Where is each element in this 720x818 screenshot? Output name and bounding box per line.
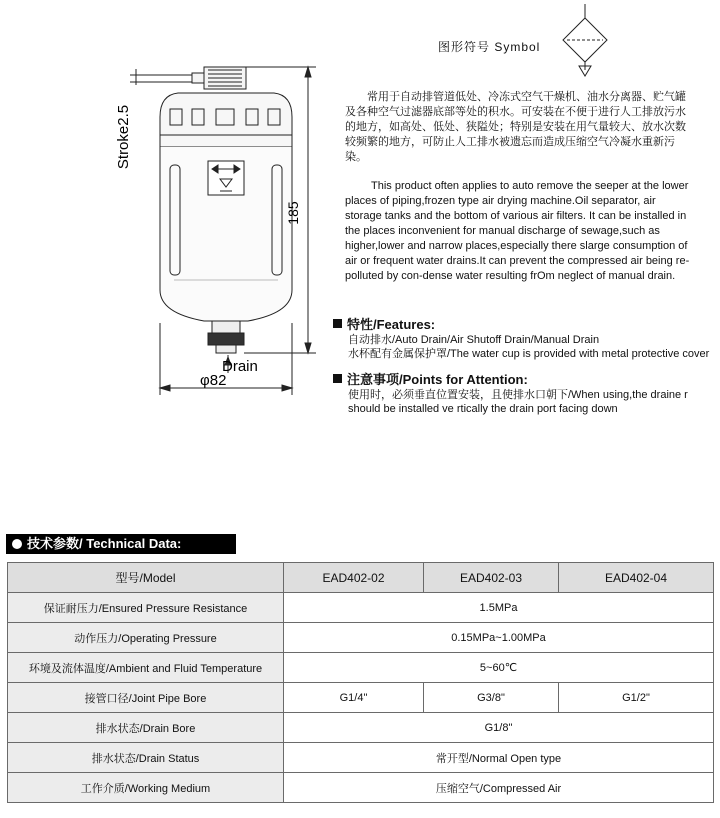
row-value: G1/4" [284,683,424,713]
features-heading: 特性/Features: [333,314,435,333]
description-cn: 常用于自动排管道低处、冷冻式空气干燥机、油水分离器、贮气罐及各种空气过滤器底部等处的积水。可安装在不便于进行人工排放污水的地方，如高处、低处、狭隘处；特别是安装在用气量较大、放水次数较频繁的地方，可防止人工排水被遗忘而造成压缩空气冷凝水重新污染。 [345,91,686,163]
attention-heading: 注意事项/Points for Attention: [333,369,528,388]
row-label: 保证耐压力/Ensured Pressure Resistance [8,593,284,623]
technical-data-table [7,562,714,803]
drain-label: Drain [222,358,258,375]
header-cell: EAD402-03 [424,563,559,593]
row-value: 0.15MPa~1.00MPa [284,623,714,653]
drain-nozzle [212,321,240,333]
header-cell: EAD402-04 [559,563,714,593]
circle-bullet-icon [12,539,22,549]
row-value: 1.5MPa [284,593,714,623]
square-bullet-icon [333,374,342,383]
header-cell: EAD402-02 [284,563,424,593]
row-label: 接管口径/Joint Pipe Bore [8,683,284,713]
row-label: 动作压力/Operating Pressure [8,623,284,653]
row-value: G3/8" [424,683,559,713]
table-row [8,653,714,683]
header-cell: 型号/Model [8,563,284,593]
feature-line: 水杯配有金属保护罩/The water cup is provided with metal protective cover [348,348,710,360]
product-drawing [108,55,348,400]
feature-line: 自动排水/Auto Drain/Air Shutoff Drain/Manual Drain [348,334,600,346]
row-label: 排水状态/Drain Bore [8,713,284,743]
square-bullet-icon [333,319,342,328]
row-value: 常开型/Normal Open type [284,743,714,773]
table-row [8,713,714,743]
attention-line: 使用时，必须垂直位置安装，且使排水口朝下/When using,the draine r [348,389,688,401]
row-value: 5~60℃ [284,653,714,683]
table-row [8,623,714,653]
row-label: 排水状态/Drain Status [8,743,284,773]
stroke-label: Stroke2.5 [115,104,132,170]
table-row [8,683,714,713]
table-row [8,593,714,623]
diameter-label: φ82 [200,372,227,389]
drain-cap [160,93,292,147]
row-value: G1/8" [284,713,714,743]
height-label: 185 [285,201,301,225]
technical-data-heading: 技术参数/ Technical Data: [6,534,236,554]
row-label: 环境及流体温度/Ambient and Fluid Temperature [8,653,284,683]
table-row [8,743,714,773]
row-label: 工作介质/Working Medium [8,773,284,803]
filter-drain-symbol-icon [555,4,615,82]
row-value: G1/2" [559,683,714,713]
table-row [8,773,714,803]
attention-line: should be installed ve rtically the drain port facing down [348,403,618,415]
table-header-row [8,563,714,593]
description-en: This product often applies to auto remove the seeper at the lower places of piping,frozen type air drying machine.Oil separator, air storage tanks and the bottom of various air filters. It can be installed in the places inconvenient for manual discharge of sewage,such as higher,lower and narrow places,especially there slarge consumption of air or frequent water drains.It can prevent the compressed air being re-polluted by con-dense water resulting frOm neglect of manual drain. [345,180,690,282]
symbol-title: 图形符号 Symbol [438,40,541,54]
row-value: 压缩空气/Compressed Air [284,773,714,803]
